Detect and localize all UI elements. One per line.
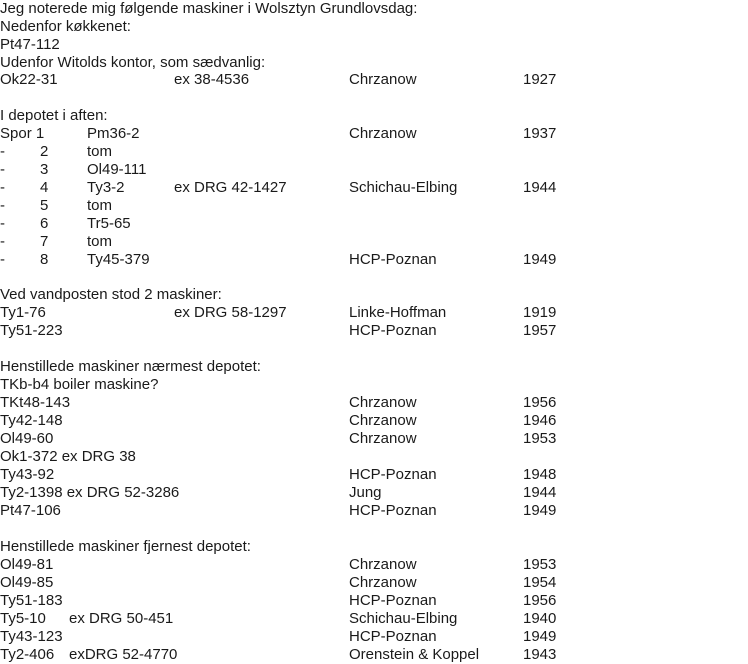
loco-name: Ty2-406 [0, 646, 55, 663]
heading-text: Nedenfor køkkenet: [0, 18, 131, 35]
manufacturer: HCP-Poznan [349, 502, 437, 519]
intro-text: Jeg noterede mig følgende maskiner i Wolsztyn Grundlovsdag: [0, 0, 418, 17]
manufacturer: Chrzanow [349, 430, 417, 447]
loco-name: Ol49-60 [0, 430, 54, 447]
build-year: 1948 [523, 466, 557, 483]
build-year: 1949 [523, 251, 557, 268]
track-label: - [0, 197, 5, 214]
loco-name: Ok1-372 ex DRG 38 [0, 448, 136, 465]
loco-name: Ol49-81 [0, 556, 54, 573]
build-year: 1953 [523, 556, 557, 573]
track-label: - [0, 251, 5, 268]
manufacturer: Chrzanow [349, 394, 417, 411]
manufacturer: Jung [349, 484, 382, 501]
loco-name: Ty1-76 [0, 304, 46, 321]
build-year: 1946 [523, 412, 557, 429]
manufacturer: Schichau-Elbing [349, 610, 458, 627]
heading-text: Ved vandposten stod 2 maskiner: [0, 286, 222, 303]
track-number: 4 [40, 179, 49, 196]
ex-number: exDRG 52-4770 [69, 646, 178, 663]
build-year: 1943 [523, 646, 557, 663]
ex-number: ex DRG 50-451 [69, 610, 174, 627]
ex-number: ex DRG 42-1427 [174, 179, 287, 196]
ex-number: ex DRG 58-1297 [174, 304, 287, 321]
track-label: - [0, 179, 5, 196]
manufacturer: Chrzanow [349, 412, 417, 429]
track-label: Spor 1 [0, 125, 45, 142]
heading-text: I depotet i aften: [0, 107, 108, 124]
loco-name: Ty3-2 [87, 179, 125, 196]
build-year: 1949 [523, 502, 557, 519]
track-number: 3 [40, 161, 49, 178]
track-label: - [0, 143, 5, 160]
manufacturer: Chrzanow [349, 574, 417, 591]
heading-text: Henstillede maskiner fjernest depotet: [0, 538, 251, 555]
manufacturer: Chrzanow [349, 125, 417, 142]
build-year: 1940 [523, 610, 557, 627]
manufacturer: HCP-Poznan [349, 322, 437, 339]
build-year: 1944 [523, 179, 557, 196]
build-year: 1957 [523, 322, 557, 339]
ex-number: ex 38-4536 [174, 71, 250, 88]
loco-name: TKb-b4 boiler maskine? [0, 376, 159, 393]
build-year: 1919 [523, 304, 557, 321]
track-number: 7 [40, 233, 49, 250]
manufacturer: HCP-Poznan [349, 251, 437, 268]
loco-name: Pm36-2 [87, 125, 140, 142]
manufacturer: Orenstein & Koppel [349, 646, 480, 663]
loco-name: tom [87, 143, 113, 160]
manufacturer: Chrzanow [349, 71, 417, 88]
manufacturer: Schichau-Elbing [349, 179, 458, 196]
build-year: 1937 [523, 125, 557, 142]
build-year: 1953 [523, 430, 557, 447]
manufacturer: HCP-Poznan [349, 466, 437, 483]
loco-name: tom [87, 233, 113, 250]
track-number: 6 [40, 215, 49, 232]
loco-name: Ol49-111 [87, 161, 147, 178]
loco-name: Pt47-112 [0, 36, 60, 53]
build-year: 1949 [523, 628, 557, 645]
loco-name: Ok22-31 [0, 71, 58, 88]
manufacturer: HCP-Poznan [349, 592, 437, 609]
loco-name: Ty43-123 [0, 628, 63, 645]
track-label: - [0, 161, 5, 178]
track-label: - [0, 233, 5, 250]
heading-text: Henstillede maskiner nærmest depotet: [0, 358, 261, 375]
manufacturer: Chrzanow [349, 556, 417, 573]
build-year: 1927 [523, 71, 557, 88]
track-number: 2 [40, 143, 49, 160]
track-number: 5 [40, 197, 49, 214]
build-year: 1956 [523, 592, 557, 609]
track-label: - [0, 215, 5, 232]
loco-name: Ty51-183 [0, 592, 63, 609]
loco-name: TKt48-143 [0, 394, 71, 411]
loco-name: Ty45-379 [87, 251, 150, 268]
loco-name: tom [87, 197, 113, 214]
loco-name: Tr5-65 [87, 215, 131, 232]
loco-name: Ty43-92 [0, 466, 55, 483]
loco-name: Ty2-1398 ex DRG 52-3286 [0, 484, 180, 501]
heading-text: Udenfor Witolds kontor, som sædvanlig: [0, 54, 266, 71]
build-year: 1944 [523, 484, 557, 501]
loco-name: Pt47-106 [0, 502, 61, 519]
build-year: 1954 [523, 574, 557, 591]
loco-name: Ty5-10 [0, 610, 46, 627]
loco-name: Ty42-148 [0, 412, 63, 429]
manufacturer: HCP-Poznan [349, 628, 437, 645]
build-year: 1956 [523, 394, 557, 411]
loco-name: Ol49-85 [0, 574, 54, 591]
loco-name: Ty51-223 [0, 322, 63, 339]
track-number: 8 [40, 251, 49, 268]
manufacturer: Linke-Hoffman [349, 304, 447, 321]
